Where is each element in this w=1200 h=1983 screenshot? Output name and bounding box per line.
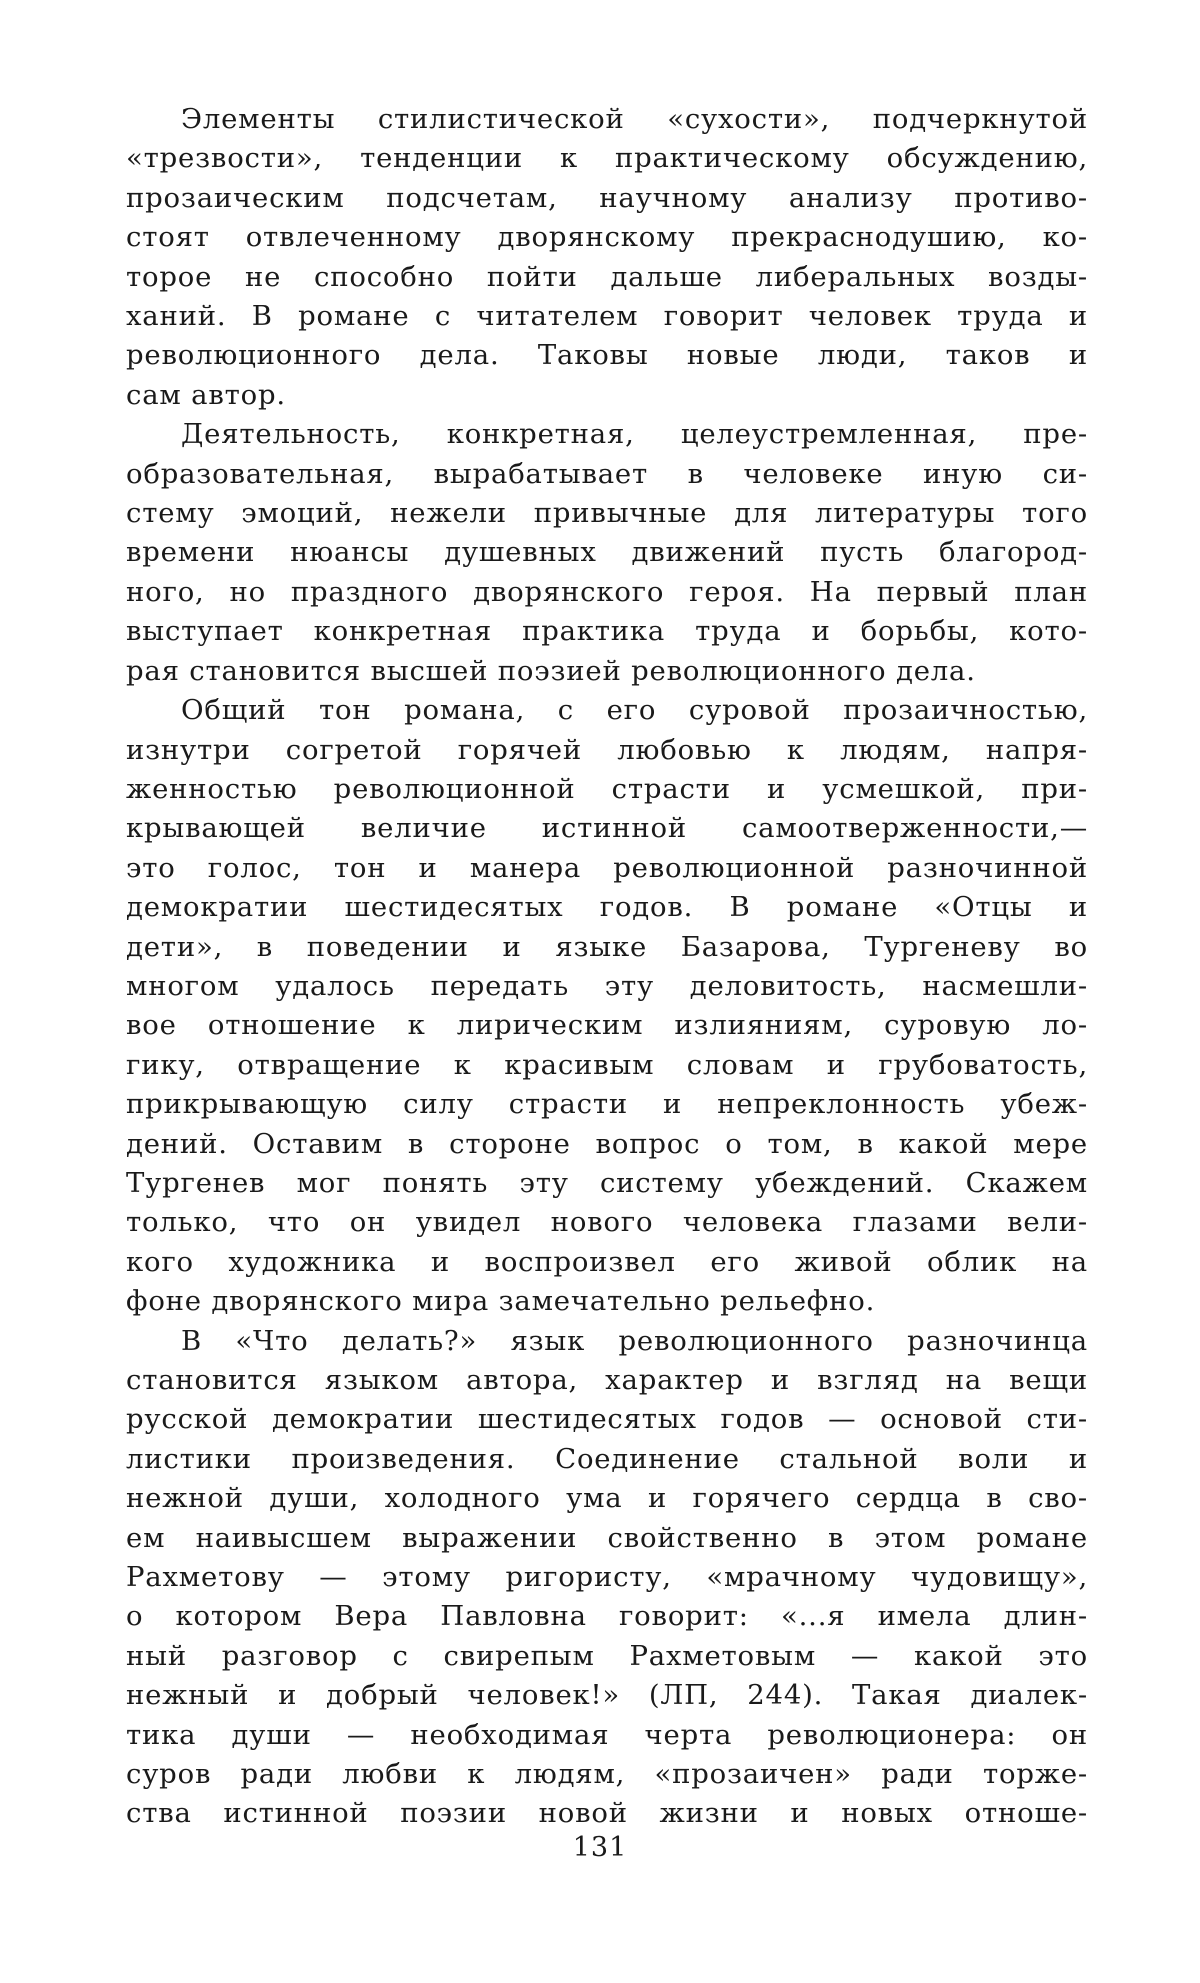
text-line: Элементы стилистической «сухости», подчеркнутой (181, 103, 1088, 135)
text-line: только, что он увидел нового человека глазами вели- (126, 1206, 1088, 1239)
text-line: нежный и добрый человек!» (ЛП, 244). Такая диалек- (126, 1679, 1088, 1712)
text-line: вое отношение к лирическим излияниям, суровую ло- (126, 1009, 1088, 1042)
text-line: дети», в поведении и языке Базарова, Тургеневу во (126, 930, 1088, 963)
text-line: стему эмоций, нежели привычные для литературы того (126, 497, 1088, 530)
text-line: ный разговор с свирепым Рахметовым — какой это (126, 1639, 1088, 1672)
text-line: В «Что делать?» язык революционного разночинца (181, 1324, 1088, 1357)
text-line: ем наивысшем выражении свойственно в этом романе (126, 1521, 1088, 1554)
text-line: крывающей величие истинной самоотверженности,— (126, 812, 1088, 845)
text-line: времени нюансы душевных движений пусть благород- (126, 536, 1088, 569)
text-line: ханий. В романе с читателем говорит человек труда и (126, 300, 1088, 333)
text-line: демократии шестидесятых годов. В романе «Отцы и (126, 891, 1088, 924)
text-line: Рахметову — этому ригористу, «мрачному чудовищу», (126, 1561, 1088, 1594)
text-line: стоят отвлеченному дворянскому прекраснодушию, ко- (126, 221, 1088, 254)
paragraph (126, 1322, 1088, 1834)
text-line: ства истинной поэзии новой жизни и новых отноше- (126, 1797, 1088, 1830)
text-line: рая становится высшей поэзией революционного дела. (126, 654, 976, 687)
text-line: Общий тон романа, с его суровой прозаичностью, (181, 694, 1088, 727)
text-line: дений. Оставим в стороне вопрос о том, в какой мере (126, 1127, 1088, 1160)
text-line: женностью революционной страсти и усмешкой, при- (126, 772, 1088, 805)
text-line: русской демократии шестидесятых годов — основой сти- (126, 1403, 1088, 1436)
text-line: нежной души, холодного ума и горячего сердца в сво- (126, 1482, 1088, 1515)
text-line: суров ради любви к людям, «прозаичен» ради торже- (126, 1758, 1088, 1791)
body-text (126, 100, 1088, 1834)
text-line: революционного дела. Таковы новые люди, таков и (126, 339, 1088, 372)
text-line: кого художника и воспроизвел его живой облик на (126, 1245, 1088, 1278)
paragraph (126, 415, 1088, 691)
text-line: изнутри согретой горячей любовью к людям, напря- (126, 733, 1088, 766)
text-line: становится языком автора, характер и взгляд на вещи (126, 1364, 1088, 1396)
page-number: 131 (572, 1832, 628, 1863)
text-line: ного, но праздного дворянского героя. На первый план (126, 575, 1088, 608)
text-line: гику, отвращение к красивым словам и грубоватость, (126, 1048, 1088, 1081)
text-line: тика души — необходимая черта революционера: он (126, 1718, 1088, 1751)
paragraph (126, 100, 1088, 415)
text-line: листики произведения. Соединение стальной воли и (126, 1442, 1088, 1475)
text-line: прикрывающую силу страсти и непреклонность убеж- (126, 1088, 1088, 1121)
text-line: многом удалось передать эту деловитость, насмешли- (126, 969, 1088, 1002)
text-line: о котором Вера Павловна говорит: «...я имела длин- (126, 1600, 1088, 1633)
paragraph (126, 691, 1088, 1322)
text-line: торое не способно пойти дальше либеральных возды- (126, 260, 1088, 293)
text-line: Тургенев мог понять эту систему убеждений. Скажем (126, 1166, 1088, 1199)
text-line: прозаическим подсчетам, научному анализу противо- (126, 181, 1088, 214)
text-line: образовательная, вырабатывает в человеке иную си- (126, 457, 1088, 490)
text-line: это голос, тон и манера революционной разночинной (126, 851, 1088, 884)
text-line: «трезвости», тенденции к практическому обсуждению, (126, 142, 1088, 175)
text-line: Деятельность, конкретная, целеустремленная, пре- (181, 418, 1088, 451)
text-line: выступает конкретная практика труда и борьбы, кото- (126, 615, 1088, 648)
text-line: фоне дворянского мира замечательно рельефно. (126, 1285, 876, 1318)
text-line: сам автор. (126, 378, 286, 411)
